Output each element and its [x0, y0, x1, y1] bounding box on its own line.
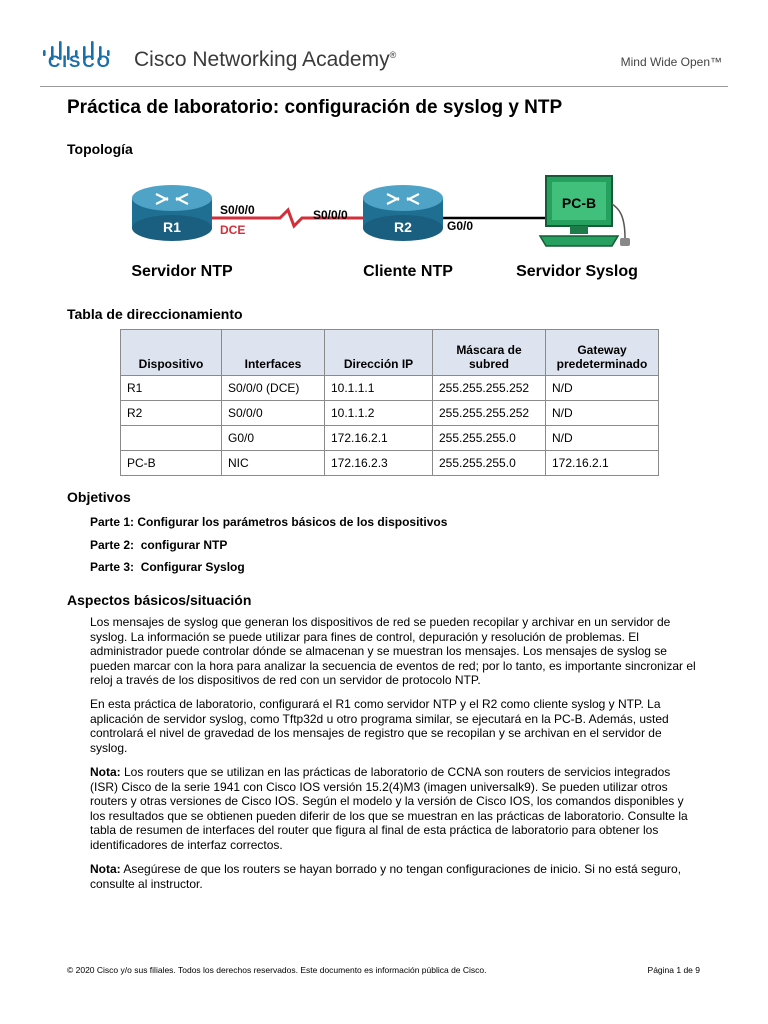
table-cell: 255.255.255.0 — [433, 451, 546, 476]
table-cell: N/D — [546, 426, 659, 451]
r1-label: R1 — [163, 219, 181, 235]
table-header-cell: Dirección IP — [325, 330, 433, 376]
cisco-wordmark: CISCO — [48, 52, 112, 71]
table-header-cell: Dispositivo — [121, 330, 222, 376]
r2-label: R2 — [394, 219, 412, 235]
table-cell: PC-B — [121, 451, 222, 476]
objective-item: Parte 1: Configurar los parámetros básicos de los dispositivos — [90, 515, 448, 529]
table-cell: 255.255.255.252 — [433, 401, 546, 426]
note-label: Nota: — [90, 862, 121, 876]
table-header-cell: Máscara de subred — [433, 330, 546, 376]
paragraph-note-reset: Nota: Asegúrese de que los routers se hayan borrado y no tengan configuraciones de inicio. Si no está seguro, consulte al instructor. — [90, 862, 682, 891]
tagline: Mind Wide Open™ — [620, 55, 722, 69]
table-cell: 172.16.2.3 — [325, 451, 433, 476]
table-row — [121, 426, 659, 451]
table-cell: 10.1.1.1 — [325, 376, 433, 401]
note-label: Nota: — [90, 765, 121, 779]
table-header-cell: Gateway predeterminado — [546, 330, 659, 376]
academy-name: Cisco Networking Academy® — [134, 48, 397, 71]
objective-item: Parte 2: configurar NTP — [90, 538, 228, 552]
page-number: Página 1 de 9 — [647, 965, 700, 975]
footer-copyright: © 2020 Cisco y/o sus filiales. Todos los derechos reservados. Este documento es información pública de Cisco. — [67, 965, 487, 975]
r2-g-label: G0/0 — [447, 219, 474, 233]
topology-heading: Topología — [67, 141, 133, 157]
table-cell: G0/0 — [222, 426, 325, 451]
paragraph-syslog-intro: Los mensajes de syslog que generan los dispositivos de red se pueden recopilar y archivar en un servidor de syslog. La información se puede utilizar para fines de control, depuración y resolución de problemas. El administrador puede controlar dónde se almacenan y se muestran los mensajes. Los mensajes de syslog se pueden marcar con la hora para analizar la secuencia de eventos de red; por lo tanto, es importante sincronizar el reloj a través de los dispositivos de red con un servidor de protocolo NTP. — [90, 615, 696, 688]
table-row — [121, 376, 659, 401]
objectives-heading: Objetivos — [67, 489, 131, 505]
background-heading: Aspectos básicos/situación — [67, 592, 252, 608]
r1-role: Servidor NTP — [131, 263, 233, 280]
table-cell: 172.16.2.1 — [325, 426, 433, 451]
pc-icon — [540, 176, 630, 246]
table-row — [121, 451, 659, 476]
paragraph-note-routers: Nota: Los routers que se utilizan en las prácticas de laboratorio de CCNA son routers de servicios integrados (ISR) Cisco de la serie 1941 con Cisco IOS versión 15.2(4)M3 (imagen universalk9). Se pueden utilizar otros routers y otras versiones de Cisco IOS. Según el modelo y la versión de Cisco IOS, los comandos disponibles y los resultados que se obtienen pueden diferir de los que se muestran en las prácticas de laboratorio. Consulte la tabla de resumen de interfaces del router que figura al final de esta práctica de laboratorio para obtener los identificadores de interfaz correctos. — [90, 765, 688, 852]
table-cell: 255.255.255.252 — [433, 376, 546, 401]
table-cell: 172.16.2.1 — [546, 451, 659, 476]
pcb-role: Servidor Syslog — [516, 263, 638, 280]
page-title: Práctica de laboratorio: configuración de syslog y NTP — [67, 97, 563, 118]
page-header — [0, 0, 768, 88]
header-divider — [40, 86, 728, 87]
table-cell: R1 — [121, 376, 222, 401]
table-cell — [121, 426, 222, 451]
table-cell: 10.1.1.2 — [325, 401, 433, 426]
r2-iface-label: S0/0/0 — [313, 208, 348, 222]
r2-role: Cliente NTP — [363, 263, 453, 280]
table-cell: N/D — [546, 401, 659, 426]
table-cell: NIC — [222, 451, 325, 476]
table-header-cell: Interfaces — [222, 330, 325, 376]
table-cell: S0/0/0 (DCE) — [222, 376, 325, 401]
topology-diagram — [120, 168, 660, 288]
table-cell: N/D — [546, 376, 659, 401]
pcb-label: PC-B — [561, 195, 597, 211]
addressing-table — [120, 329, 659, 476]
table-cell: R2 — [121, 401, 222, 426]
table-heading: Tabla de direccionamiento — [67, 306, 243, 322]
r1-iface-label: S0/0/0 — [220, 203, 255, 217]
paragraph-lab-scope: En esta práctica de laboratorio, configurará el R1 como servidor NTP y el R2 como cliente syslog y NTP. La aplicación de servidor syslog, como Tftp32d u otro programa similar, se ejecutará en la PC-B. Además, usted controlará el nivel de gravedad de los mensajes de registro que se recopilan y se archivan en el servidor de syslog. — [90, 697, 669, 755]
table-cell: 255.255.255.0 — [433, 426, 546, 451]
objective-item: Parte 3: Configurar Syslog — [90, 560, 245, 574]
table-cell: S0/0/0 — [222, 401, 325, 426]
table-row — [121, 401, 659, 426]
table-header-row — [121, 330, 659, 376]
r1-dce-label: DCE — [220, 223, 246, 237]
